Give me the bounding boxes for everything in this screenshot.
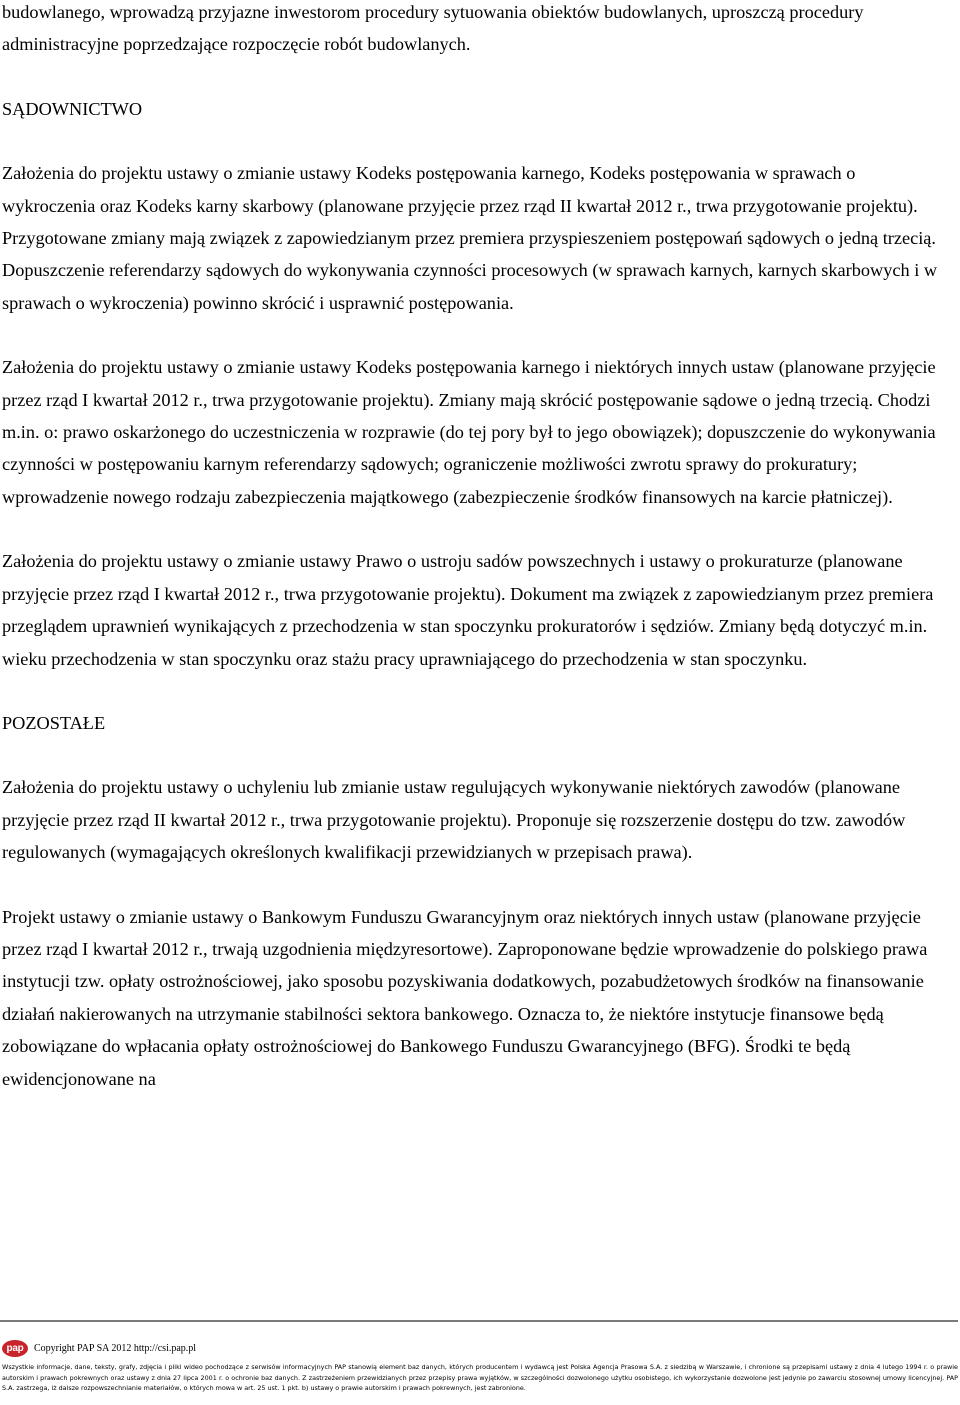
- copyright-link[interactable]: Copyright PAP SA 2012 http://csi.pap.pl: [34, 1343, 197, 1354]
- page-footer: [0, 1316, 960, 1405]
- paragraph: Projekt ustawy o zmianie ustawy o Bankowym Funduszu Gwarancyjnym oraz niektórych innych ustaw (planowane przyjęcie przez rząd I kwartał 2012 r., trwają uzgodnienia międzyresortowe). Zaproponowane będzie wprowadzenie do polskiego prawa instytucji tzw. opłaty ostrożnościowej, jako sposobu pozyskiwania dodatkowych, pozabudżetowych środków na finansowanie działań nakierowanych na utrzymanie stabilności sektora bankowego. Oznacza to, że niektóre instytucje finansowe będą zobowiązane do wpłacania opłaty ostrożnościowej do Bankowego Funduszu Gwarancyjnego (BFG). Środki te będą ewidencjonowane na: [2, 906, 928, 1089]
- paragraph: budowlanego, wprowadzą przyjazne inwestorom procedury sytuowania obiektów budowlanych, uproszczą procedury administracyjne poprzedzające rozpoczęcie robót budowlanych.: [2, 2, 864, 55]
- paragraph: Założenia do projektu ustawy o zmianie ustawy Kodeks postępowania karnego i niektórych innych ustaw (planowane przyjęcie przez rząd I kwartał 2012 r., trwa przygotowanie projektu). Zmiany mają skrócić postępowanie sądowe o jedną trzecią. Chodzi m.in. o: prawo oskarżonego do uczestniczenia w rozprawie (do tej pory był to jego obowiązek); dopuszczenie do wykonywania czynności w postępowaniu karnym referendarzy sądowych; ograniczenie możliwości zwrotu sprawy do prokuratury; wprowadzenie nowego rodzaju zabezpieczenia majątkowego (zabezpieczenie środków finansowych na karcie płatniczej).: [2, 357, 936, 507]
- paragraph: Założenia do projektu ustawy o zmianie ustawy Kodeks postępowania karnego, Kodeks postępowania w sprawach o wykroczenia oraz Kodeks karny skarbowy (planowane przyjęcie przez rząd II kwartał 2012 r., trwa przygotowanie projektu). Przygotowane zmiany mają związek z zapowiedzianym przez premiera przyspieszeniem postępowań sądowych o jedną trzecią. Dopuszczenie referendarzy sądowych do wykonywania czynności procesowych (w sprawach karnych, karnych skarbowych i w sprawach o wykroczenia) powinno skrócić i usprawnić postępowania.: [2, 163, 938, 313]
- pap-logo-icon: pap: [2, 1340, 28, 1357]
- footer-divider: [0, 1320, 958, 1322]
- section-heading: POZOSTAŁE: [2, 712, 106, 733]
- legal-notice: Wszystkie informacje, dane, teksty, grafy, zdjęcia i pliki wideo pochodzące z serwisów informacyjnych PAP stanowią element baz danych, których producentem i wydawcą jest Polska Agencja Prasowa S.A. z siedzibą w Warszawie, i chronione są przepisami ustawy z dnia 4 lutego 1994 r. o prawie autorskim i prawach pokrewnych oraz ustawy z dnia 27 lipca 2001 r. o ochronie baz danych. Z zastrzeżeniem przewidzianych przez przepisy prawa wyjątków, w szczególności dozwolonego użytku osobistego, ich wykorzystanie dozwolone jest jedynie po zawarciu stosownej umowy licencyjnej. PAP S.A. zastrzega, iż dalsze rozpowszechnianie materiałów, o których mowa w art. 25 ust. 1 pkt. b) ustawy o prawie autorskim i prawach pokrewnych, jest zabronione.: [2, 1363, 958, 1392]
- section-heading: SĄDOWNICTWO: [2, 98, 143, 119]
- document-body: [2, 0, 952, 1127]
- paragraph: Założenia do projektu ustawy o uchyleniu lub zmianie ustaw regulujących wykonywanie niektórych zawodów (planowane przyjęcie przez rząd II kwartał 2012 r., trwa przygotowanie projektu). Proponuje się rozszerzenie dostępu do tzw. zawodów regulowanych (wymagających określonych kwalifikacji przewidzianych w przepisach prawa).: [2, 777, 906, 863]
- paragraph: Założenia do projektu ustawy o zmianie ustawy Prawo o ustroju sadów powszechnych i ustawy o prokuraturze (planowane przyjęcie przez rząd I kwartał 2012 r., trwa przygotowanie projektu). Dokument ma związek z zapowiedzianym przez premiera przeglądem uprawnień wynikających z przechodzenia w stan spoczynku prokuratorów i sędziów. Zmiany będą dotyczyć m.in. wieku przechodzenia w stan spoczynku oraz stażu pracy uprawniającego do przechodzenia w stan spoczynku.: [2, 551, 934, 669]
